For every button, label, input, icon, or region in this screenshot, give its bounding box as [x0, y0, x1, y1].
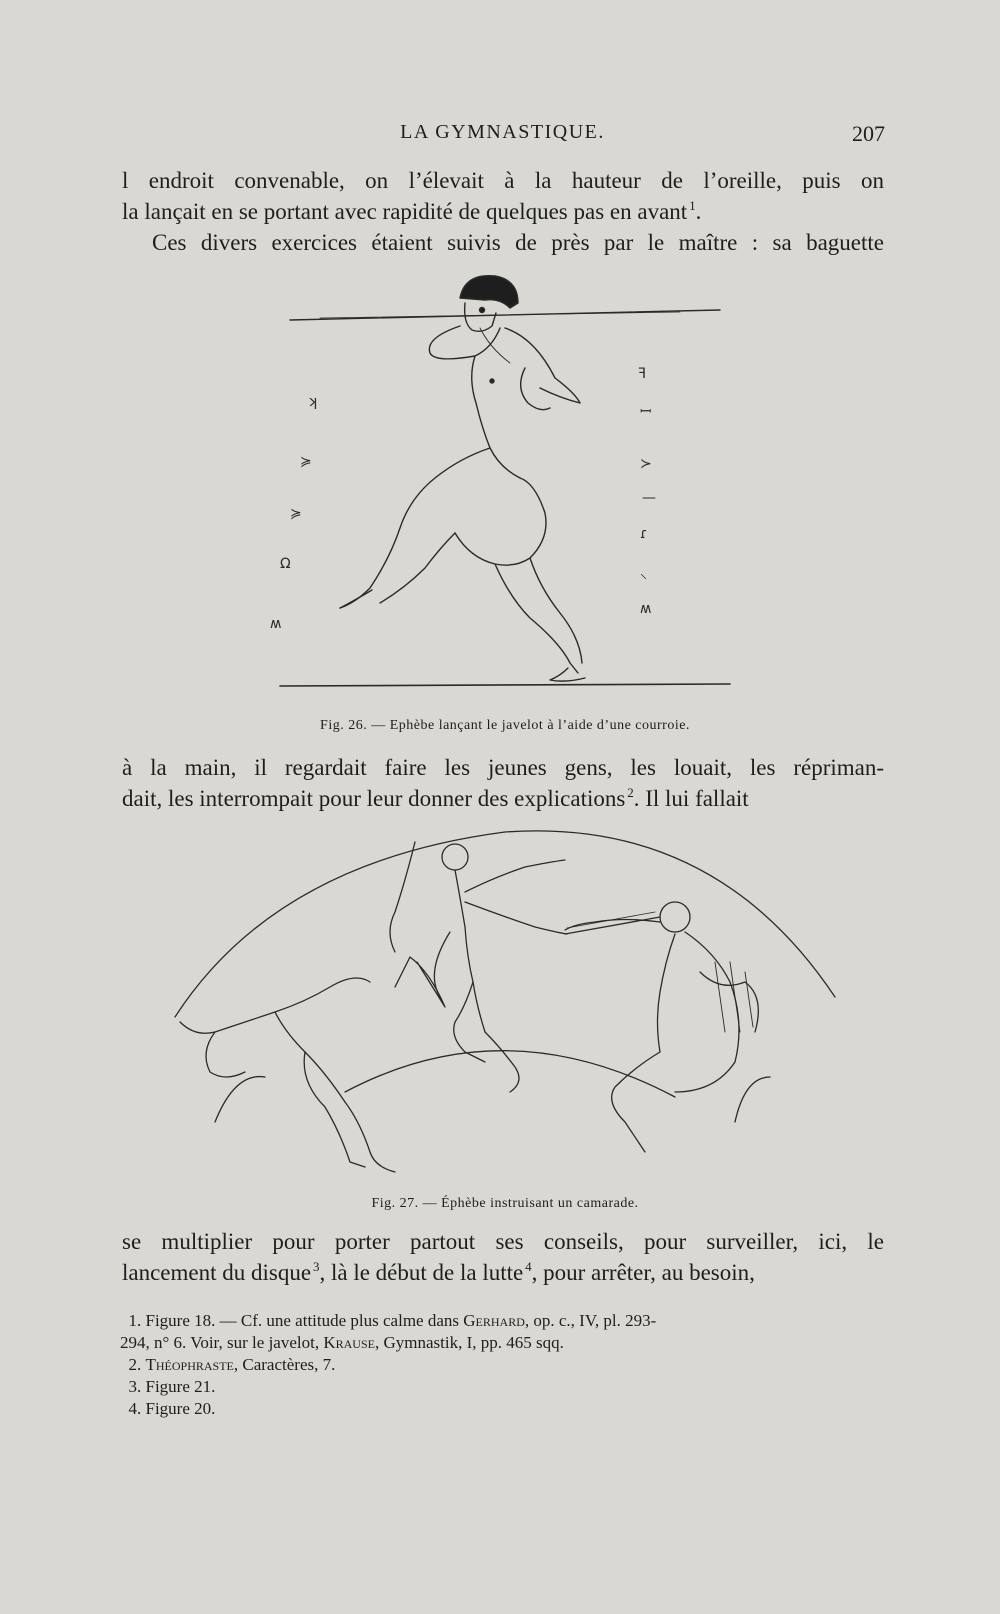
- footnotes: [120, 1310, 885, 1420]
- paragraph-bottom: [122, 1226, 884, 1288]
- text-line-part: [122, 783, 749, 814]
- svg-text:≽: ≽: [300, 454, 312, 470]
- footnote-ref[interactable]: 2: [627, 785, 634, 800]
- figure-26-illustration: [260, 268, 760, 708]
- author-name: Théophraste: [145, 1355, 234, 1374]
- paragraph-top: [122, 165, 884, 258]
- text-line-part: lancement du disque: [122, 1260, 312, 1285]
- text-line: [122, 783, 884, 814]
- text-line-part: , là le début de la lutte: [319, 1260, 524, 1285]
- text-line-part: , pour arrêter, au besoin,: [531, 1260, 755, 1285]
- text-line: [122, 196, 884, 227]
- page-number: 207: [852, 121, 885, 146]
- text-line: à la main, il regardait faire les jeunes gens, les louait, les répriman-: [122, 755, 884, 780]
- text-line: Ces divers exercices étaient suivis de près par le maître : sa baguette: [152, 230, 884, 255]
- footnote-ref[interactable]: 4: [525, 1259, 532, 1274]
- figure-26-caption: Fig. 26. — Ephèbe lançant le javelot à l’aide d’une courroie.: [320, 718, 690, 733]
- cup-interior-drawing: [155, 822, 855, 1192]
- text-line-part: dait, les interrompait pour leur donner des explications: [122, 786, 626, 811]
- footnote-3: [120, 1376, 885, 1398]
- svg-text:ʍ: ʍ: [270, 616, 282, 632]
- ephebe-javelin-drawing: [260, 268, 760, 708]
- svg-text:ꟷ: ꟷ: [640, 404, 652, 420]
- svg-text:ʍ: ʍ: [640, 601, 652, 617]
- figure-27-caption: Fig. 27. — Éphèbe instruisant un camarade.: [371, 1196, 639, 1211]
- footnote-1-continued: [120, 1332, 885, 1354]
- punctuation: .: [695, 199, 702, 224]
- text-line: [122, 1257, 884, 1288]
- running-title: LA GYMNASTIQUE.: [400, 121, 605, 143]
- figure-27-illustration: [155, 822, 855, 1192]
- svg-text:ɾ: ɾ: [640, 526, 648, 542]
- page-header: [120, 121, 885, 151]
- paragraph-middle: [122, 752, 884, 814]
- footnote-text: 4. Figure 20.: [128, 1399, 216, 1418]
- svg-text:ꟻ: ꟻ: [638, 366, 647, 382]
- footnote-text: 1. Figure 18. — Cf. une attitude plus calme dans: [128, 1311, 459, 1330]
- svg-text:—: —: [642, 490, 656, 506]
- svg-text:⸜: ⸜: [640, 566, 647, 582]
- footnote-text: 294, n° 6. Voir, sur le javelot,: [120, 1333, 320, 1352]
- text-line: se multiplier pour porter partout ses conseils, pour surveiller, ici, le: [122, 1229, 884, 1254]
- svg-text:ʞ: ʞ: [308, 394, 318, 410]
- footnote-text: , Caractères, 7.: [233, 1355, 336, 1374]
- footnote-ref[interactable]: 3: [312, 1259, 320, 1274]
- svg-text:≻: ≻: [640, 456, 652, 472]
- footnote-text: 3. Figure 21.: [128, 1377, 216, 1396]
- svg-text:Ω: Ω: [280, 556, 291, 572]
- footnote-2: [120, 1354, 885, 1376]
- text-line-part: la lançait en se portant avec rapidité de quelques pas en avant: [122, 199, 688, 224]
- footnote-text: , op. c., IV, pl. 293-: [524, 1311, 657, 1330]
- text-line: l endroit convenable, on l’élevait à la hauteur de l’oreille, puis on: [122, 168, 884, 193]
- footnote-4: [120, 1398, 885, 1420]
- svg-text:≽: ≽: [290, 506, 302, 522]
- footnote-ref[interactable]: 1: [689, 198, 696, 213]
- text-line-part: . Il lui fallait: [633, 786, 749, 811]
- footnote-text: 2.: [128, 1355, 142, 1374]
- author-name: Gerhard: [463, 1311, 525, 1330]
- footnote-text: , Gymnastik, I, pp. 465 sqq.: [374, 1333, 564, 1352]
- author-name: Krause: [323, 1333, 375, 1352]
- footnote-1: [120, 1310, 885, 1332]
